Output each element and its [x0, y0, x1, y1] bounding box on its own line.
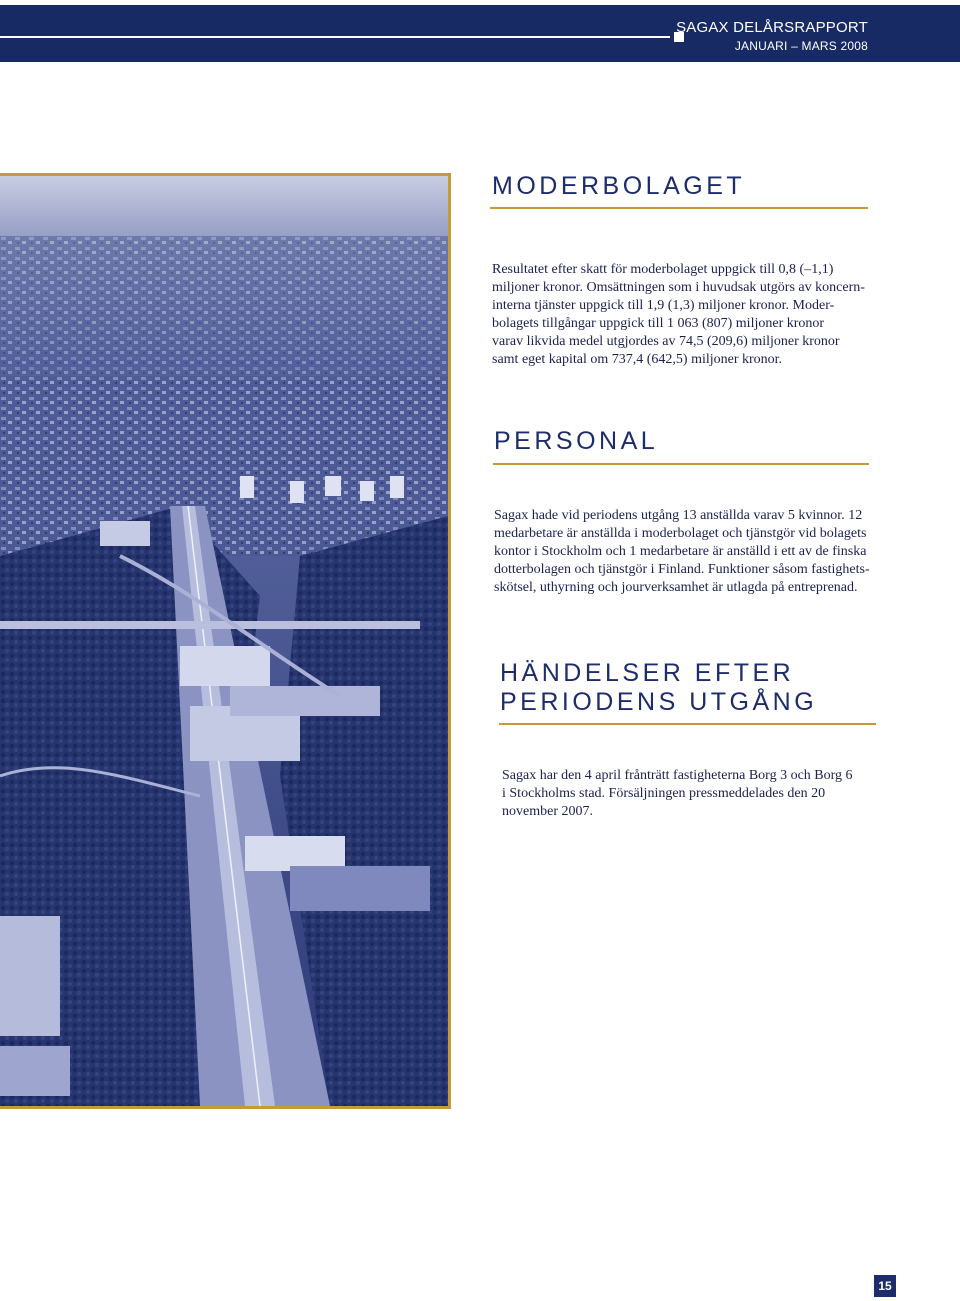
moderbolaget-line: miljoner kronor. Omsättningen som i huvudsak utgörs av koncern- [492, 280, 865, 295]
header-rule [0, 36, 670, 38]
handelser-line: i Stockholms stad. Försäljningen pressmeddelades den 20 [502, 786, 826, 801]
report-period: JANUARI – MARS 2008 [734, 39, 868, 53]
moderbolaget-heading: MODERBOLAGET [492, 172, 746, 200]
personal-line: kontor i Stockholm och 1 medarbetare är anställd i ett av de finska [494, 544, 867, 559]
handelser-rule [499, 723, 876, 725]
handelser-line: november 2007. [502, 804, 593, 819]
handelser-heading-line1: HÄNDELSER EFTER [500, 659, 795, 687]
personal-line: Sagax hade vid periodens utgång 13 anställda varav 5 kvinnor. 12 [494, 508, 863, 523]
moderbolaget-line: Resultatet efter skatt för moderbolaget uppgick till 0,8 (–1,1) [492, 262, 834, 277]
page-header [0, 5, 960, 62]
personal-line: dotterbolagen och tjänstgör i Finland. Funktioner såsom fastighets- [494, 562, 870, 577]
aerial-city-photo-icon [0, 176, 448, 1106]
moderbolaget-line: interna tjänster uppgick till 1,9 (1,3) miljoner kronor. Moder- [492, 298, 835, 313]
handelser-line: Sagax har den 4 april frånträtt fastigheterna Borg 3 och Borg 6 [502, 768, 853, 783]
report-title: SAGAX DELÅRSRAPPORT [676, 19, 868, 36]
moderbolaget-line: bolagets tillgångar uppgick till 1 063 (807) miljoner kronor [492, 316, 825, 331]
page-number: 15 [874, 1275, 896, 1297]
handelser-body [502, 767, 853, 821]
moderbolaget-body [492, 261, 865, 369]
personal-heading: PERSONAL [494, 427, 659, 455]
handelser-heading-line2: PERIODENS UTGÅNG [500, 688, 818, 716]
moderbolaget-line: varav likvida medel utgjordes av 74,5 (209,6) miljoner kronor [492, 334, 840, 349]
personal-body [494, 507, 870, 597]
personal-line: skötsel, uthyrning och jourverksamhet är utlagda på entreprenad. [494, 580, 858, 595]
moderbolaget-line: samt eget kapital om 737,4 (642,5) miljoner kronor. [492, 352, 783, 367]
aerial-city-photo [0, 173, 451, 1109]
moderbolaget-rule [490, 207, 868, 209]
personal-line: medarbetare är anställda i moderbolaget och tjänstgör vid bolagets [494, 526, 867, 541]
personal-rule [493, 463, 869, 465]
